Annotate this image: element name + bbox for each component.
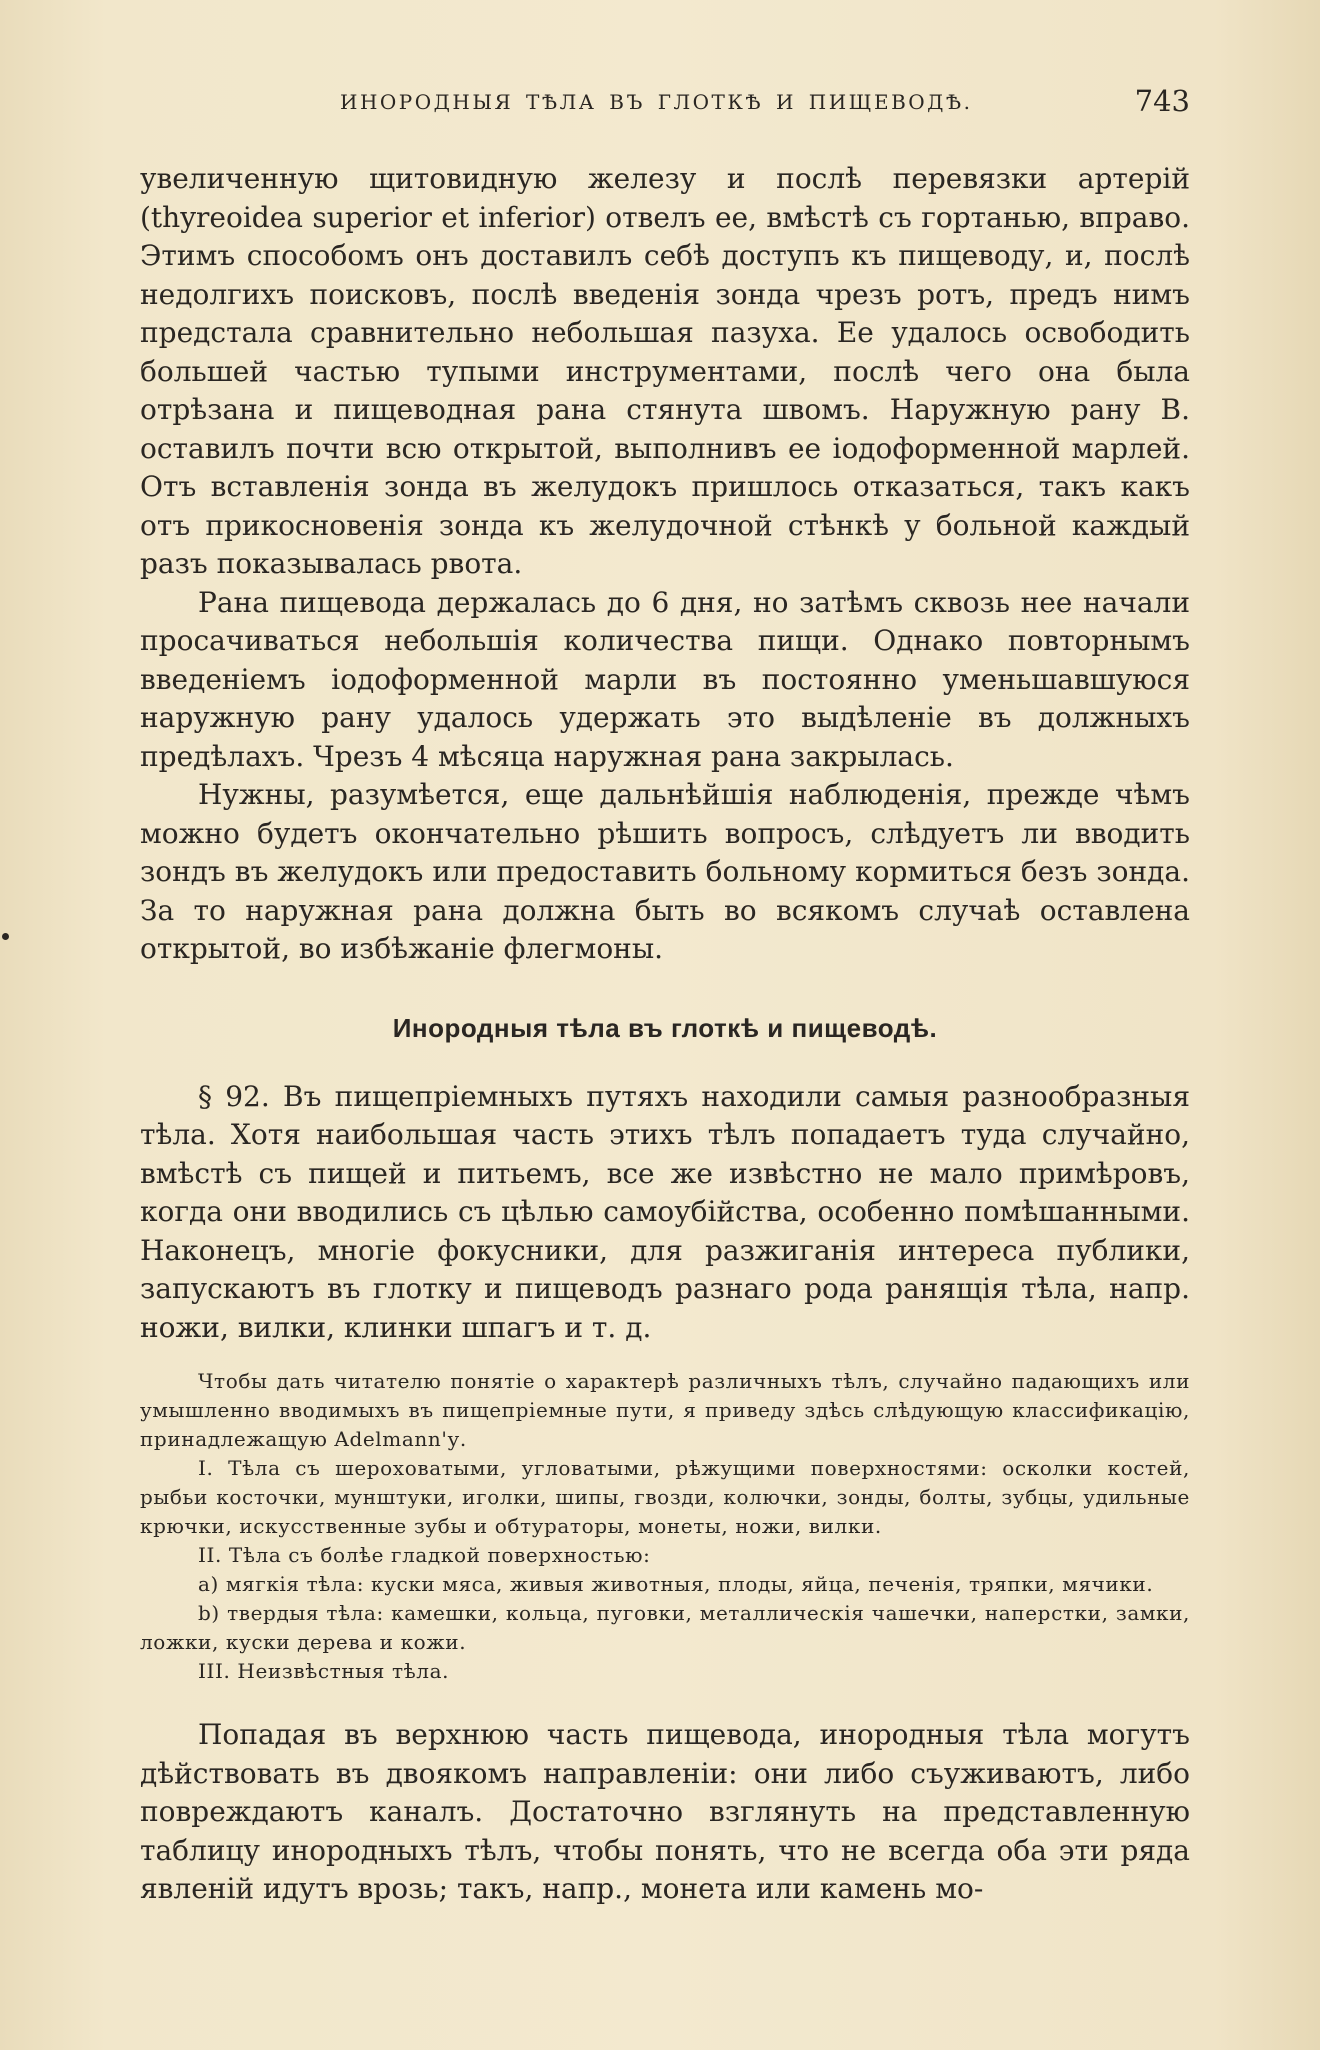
body-text [140, 160, 1190, 1909]
paragraph-observations: Нужны, разумѣется, еще дальнѣйшія наблюденія, прежде чѣмъ можно будетъ окончательно рѣшить вопросъ, слѣдуетъ ли вводить зондъ въ желудокъ или предоставить больному кормиться безъ зонда. За то наружная рана должна быть во всякомъ случаѣ оставлена открытой, во избѣжаніе флегмоны. [140, 778, 1190, 965]
page-header [140, 84, 1190, 124]
classification-item-2: II. Тѣла съ болѣе гладкой поверхностью: [198, 1543, 651, 1567]
classification-item-2a: a) мягкія тѣла: куски мяса, живыя животныя, плоды, яйца, печенія, тряпки, мячики. [198, 1572, 1154, 1596]
classification-intro: Чтобы дать читателю понятіе о характерѣ различныхъ тѣлъ, случайно падающихъ или умышленно вводимыхъ въ пищепріемные пути, я приведу здѣсь слѣдующую классификацію, принадлежащую Adelmann'у. [140, 1369, 1190, 1451]
paragraph-continuation: увеличенную щитовидную железу и послѣ перевязки артерій (thyreoidea superior et inferior) отвелъ ее, вмѣстѣ съ гортанью, вправо. Этимъ способомъ онъ доставилъ себѣ доступъ къ пищеводу, и, послѣ недолгихъ поисковъ, послѣ введенія зонда чрезъ ротъ, предъ нимъ предстала сравнительно небольшая пазуха. Ее удалось освободить большей частью тупыми инструментами, послѣ чего она была отрѣзана и пищеводная рана стянута швомъ. Наружную рану B. оставилъ почти всю открытой, выполнивъ ее іодоформенной марлей. Отъ вставленія зонда въ желудокъ пришлось отказаться, такъ какъ отъ прикосновенія зонда къ желудочной стѣнкѣ у больной каждый разъ показывалась рвота. [140, 162, 1190, 580]
classification-block [140, 1367, 1190, 1686]
page-number: 743 [1134, 84, 1190, 118]
classification-item-1: I. Тѣла съ шероховатыми, угловатыми, рѣжущими поверхностями: осколки костей, рыбьи косточки, мунштуки, иголки, шипы, гвозди, колючки, зонды, болты, зубцы, удильные крючки, искусственные зубы и обтураторы, монеты, ножи, вилки. [140, 1456, 1190, 1538]
classification-item-2b: b) твердыя тѣла: камешки, кольца, пуговки, металлическія чашечки, наперстки, замки, ложки, куски дерева и кожи. [140, 1601, 1190, 1654]
paragraph-section-92: § 92. Въ пищепріемныхъ путяхъ находили самыя разнообразныя тѣла. Хотя наибольшая часть этихъ тѣлъ попадаетъ туда случайно, вмѣстѣ съ пищей и питьемъ, все же извѣстно не мало примѣровъ, когда они вводились съ цѣлью самоубійства, особенно помѣшанными. Наконецъ, многіе фокусники, для разжиганія интереса публики, запускаютъ въ глотку и пищеводъ разнаго рода ранящія тѣла, напр. ножи, вилки, клинки шпагъ и т. д. [140, 1079, 1190, 1344]
paragraph-wound: Рана пищевода держалась до 6 дня, но затѣмъ сквозь нее начали просачиваться небольшія количества пищи. Однако повторнымъ введеніемъ іодоформенной марли въ постоянно уменьшавшуюся наружную рану удалось удержать это выдѣленіе въ должныхъ предѣлахъ. Чрезъ 4 мѣсяца наружная рана закрылась. [140, 585, 1190, 773]
margin-mark [2, 933, 9, 940]
paragraph-closing: Попадая въ верхнюю часть пищевода, инородныя тѣла могутъ дѣйствовать въ двоякомъ направленіи: они либо съуживаютъ, либо повреждаютъ каналъ. Достаточно взглянуть на представленную таблицу инородныхъ тѣлъ, чтобы понять, что не всегда оба эти ряда явленій идутъ врозь; такъ, напр., монета или камень мо- [140, 1718, 1190, 1905]
running-head: ИНОРОДНЫЯ ТѢЛА ВЪ ГЛОТКѢ И ПИЩЕВОДѢ. [340, 90, 973, 114]
classification-item-3: III. Неизвѣстныя тѣла. [198, 1659, 450, 1683]
section-heading: Инородныя тѣла въ глоткѣ и пищеводѣ. [392, 1012, 938, 1043]
